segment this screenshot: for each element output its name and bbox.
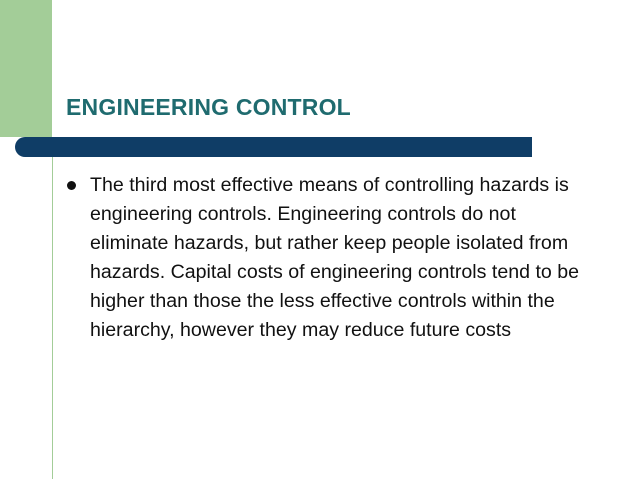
decorative-left-rule bbox=[52, 137, 53, 479]
bullet-item bbox=[66, 171, 586, 345]
bullet-icon bbox=[67, 181, 76, 190]
bullet-text: The third most effective means of controlling hazards is engineering controls. Engineering controls do not eliminate hazards, but rather keep people isolated from hazards. Capital costs of engineering controls tend to be higher than those the less effective controls within the hierarchy, however they may reduce future costs bbox=[90, 174, 580, 341]
title-underline-bar bbox=[15, 137, 532, 157]
bullet-list bbox=[66, 171, 586, 345]
slide-title: ENGINEERING CONTROL bbox=[66, 94, 351, 120]
